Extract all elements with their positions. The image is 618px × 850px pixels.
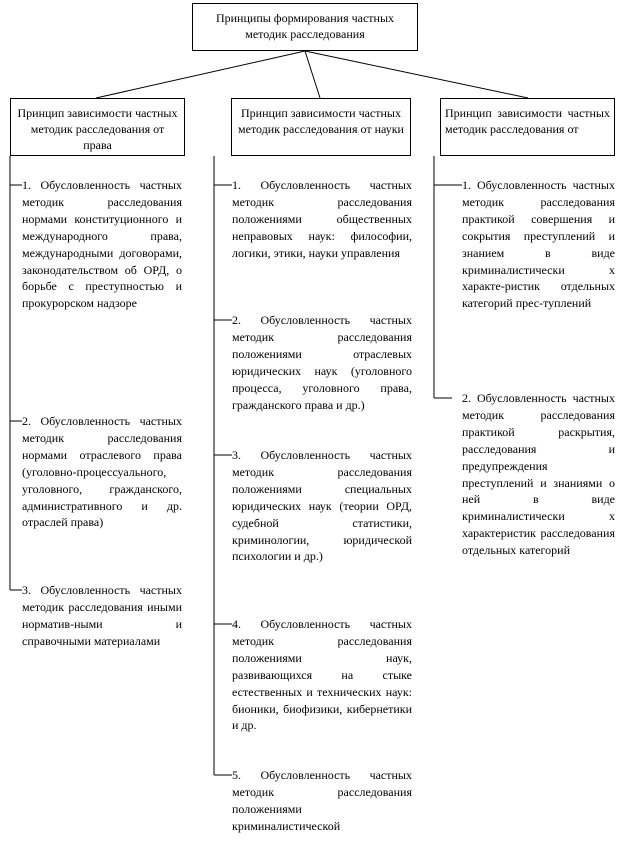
root-box bbox=[192, 3, 418, 51]
item-number: 2. bbox=[232, 313, 241, 327]
connector-root-col2 bbox=[305, 51, 320, 98]
column-header-science bbox=[231, 98, 411, 156]
item-number: 1. bbox=[22, 178, 31, 192]
item-number: 3. bbox=[232, 448, 241, 462]
column-header-practice-text: Принцип зависимости частных методик расследования от bbox=[445, 106, 610, 136]
item-number: 2. bbox=[22, 414, 31, 428]
column-header-practice bbox=[440, 98, 615, 156]
root-title: Принципы формирования частных методик расследования bbox=[215, 11, 395, 41]
item-text: Обусловленность частных методик расследования положениями наук, развивающихся на стыке естественных и технических наук: бионики, биофизики, кибернетики и др. bbox=[232, 617, 412, 733]
item-number: 1. bbox=[462, 178, 471, 192]
item-number: 1. bbox=[232, 178, 241, 192]
item-text: Обусловленность частных методик расследования иными норматив-ными и справочными материалами bbox=[22, 583, 182, 648]
item-number: 2. bbox=[462, 391, 471, 405]
column-header-law-text: Принцип зависимости частных методик расследования от права bbox=[17, 106, 178, 152]
list-item-science-5 bbox=[232, 767, 412, 835]
item-text: Обусловленность частных методик расследования положениями специальных юридических наук (теории ОРД, судебной статистики, криминологии, юридической психологии и др.) bbox=[232, 448, 412, 564]
list-item-science-4 bbox=[232, 616, 412, 734]
item-text: Обусловленность частных методик расследования положениями криминалистической bbox=[232, 768, 412, 833]
item-text: Обусловленность частных методик расследования практикой раскрытия, расследования и предупреждения преступлений и знаниями о ней в виде криминалистически х характеристик расследования отдельных категорий bbox=[462, 391, 615, 558]
column-header-science-text: Принцип зависимости частных методик расследования от науки bbox=[238, 106, 404, 136]
list-item-science-1 bbox=[232, 177, 412, 262]
list-item-practice-2 bbox=[462, 390, 615, 559]
item-text: Обусловленность частных методик расследования нормами конституционного и международного права, международными договорами, законодательством об ОРД, о борьбе с преступностью и прокурорском надзоре bbox=[22, 178, 182, 311]
item-text: Обусловленность частных методик расследования положениями общественных неправовых наук: философии, логики, этики, науки управления bbox=[232, 178, 412, 260]
item-text: Обусловленность частных методик расследования нормами отраслевого права (уголовно-процессуального, уголовного, гражданского, административного и др. отраслей права) bbox=[22, 414, 182, 530]
item-number: 3. bbox=[22, 583, 31, 597]
item-text: Обусловленность частных методик расследования положениями отраслевых юридических наук (уголовного процесса, уголовного права, гражданского права и др.) bbox=[232, 313, 412, 412]
connector-root-col3 bbox=[305, 51, 528, 98]
list-item-law-1 bbox=[22, 177, 182, 312]
list-item-science-3 bbox=[232, 447, 412, 565]
column-header-law bbox=[10, 98, 185, 156]
list-item-law-2 bbox=[22, 413, 182, 531]
connector-root-col1 bbox=[96, 51, 305, 98]
item-number: 5. bbox=[232, 768, 241, 782]
list-item-law-3 bbox=[22, 582, 182, 650]
list-item-science-2 bbox=[232, 312, 412, 413]
item-number: 4. bbox=[232, 617, 241, 631]
list-item-practice-1 bbox=[462, 177, 615, 312]
item-text: Обусловленность частных методик расследования практикой совершения и сокрытия преступлений и знанием в виде криминалистически х характе-ристик отдельных категорий прес-туплений bbox=[462, 178, 615, 311]
